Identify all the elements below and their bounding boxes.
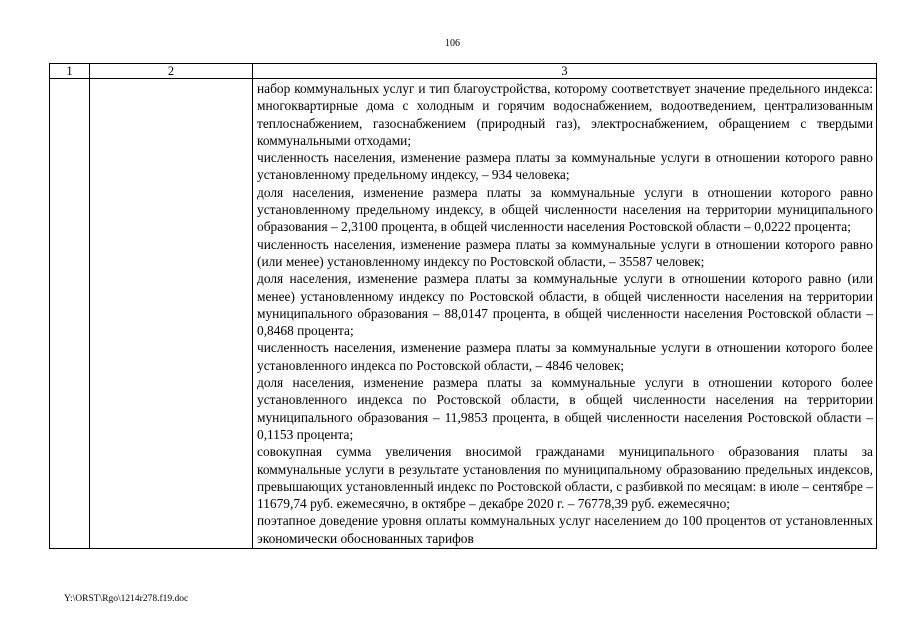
column-header-3: 3 [253,64,877,79]
column-header-1: 1 [50,64,90,79]
paragraph-utility-set: набор коммунальных услуг и тип благоустройства, которому соответствует значение предельного индекса: многоквартирные дома с холодным и горячим водоснабжением, водоотведением, централизованным теплоснабжением, газоснабжением (природный газ), электроснабжением, обращением с твердыми коммунальными отходами; [257,81,873,148]
table-cell-column-1 [50,79,90,549]
column-header-2: 2 [90,64,253,79]
document-table [49,63,877,549]
table-row [50,79,877,549]
paragraph-population-equal-limit: численность населения, изменение размера платы за коммунальные услуги в отношении которого равно установленному предельному индексу, – 934 человека; [257,150,873,183]
table-cell-column-3 [253,79,877,549]
table-header-row [50,64,877,79]
paragraph-total-payment-increase: совокупная сумма увеличения вносимой гражданами муниципального образования платы за коммунальные услуги в результате установления по муниципальному образованию предельных индексов, превышающих установленный индекс по Ростовской области, с разбивкой по месяцам: в июле – сентябре – 11679,74 руб. ежемесячно, в октябре – декабре 2020 г. – 76778,39 руб. ежемесячно; [257,444,873,512]
paragraph-population-above-regional: численность населения, изменение размера платы за коммунальные услуги в отношении которого более установленного индекса по Ростовской области, – 4846 человек; [257,340,873,373]
footer-file-path: Y:\ORST\Rgo\1214r278.f19.doc [64,594,189,604]
page-number: 106 [445,38,460,49]
paragraph-share-above-regional: доля населения, изменение размера платы за коммунальные услуги в отношении которого более установленного индекса по Ростовской области, в общей численности населения на территории муниципального образования – 11,9853 процента, в общей численности населения Ростовской области – 0,1153 процента; [257,375,873,442]
paragraph-gradual-payment-level: поэтапное доведение уровня оплаты коммунальных услуг населением до 100 процентов от установленных экономически обоснованных тарифов [257,513,873,546]
paragraph-share-equal-limit: доля населения, изменение размера платы за коммунальные услуги в отношении которого равно установленному предельному индексу, в общей численности населения на территории муниципального образования – 2,3100 процента, в общей численности населения Ростовской области – 0,0222 процента; [257,184,873,235]
table-cell-column-2 [90,79,253,549]
paragraph-population-equal-or-less-regional: численность населения, изменение размера платы за коммунальные услуги в отношении которого равно (или менее) установленному индексу по Ростовской области, – 35587 человек; [257,236,873,269]
paragraph-share-equal-or-less-regional: доля населения, изменение размера платы за коммунальные услуги в отношении которого равно (или менее) установленному индексу по Ростовской области, в общей численности населения на территории муниципального образования – 88,0147 процента, в общей численности населения Ростовской области – 0,8468 процента; [257,271,873,339]
